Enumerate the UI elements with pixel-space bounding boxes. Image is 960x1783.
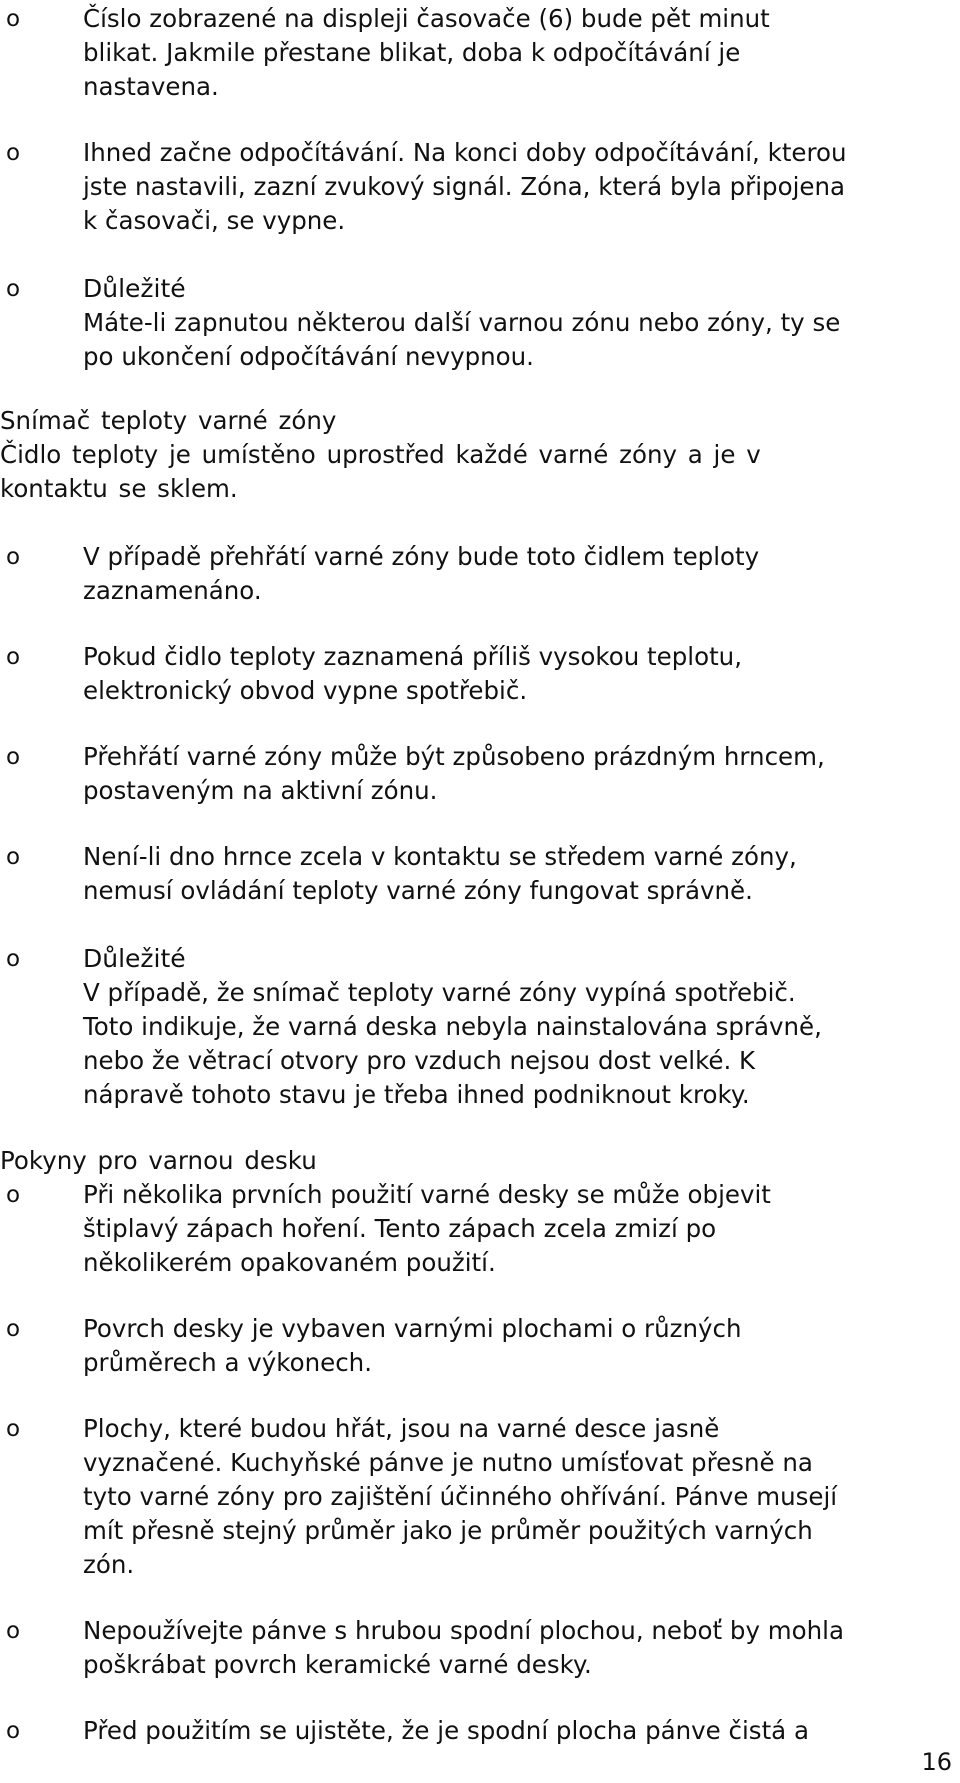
text-line: V případě přehřátí varné zóny bude toto čidlem teploty: [83, 542, 760, 571]
text-line: Při několika prvních použití varné desky se může objevit: [83, 1180, 771, 1209]
text-line: Přehřátí varné zóny může být způsobeno prázdným hrncem,: [83, 742, 825, 771]
text-line: nebo že větrací otvory pro vzduch nejsou dost velké. K: [83, 1046, 756, 1075]
bullet-text: [83, 740, 953, 808]
bullet-marker: o: [6, 140, 21, 166]
text-line: Čidlo teploty je umístěno uprostřed každé varné zóny a je v: [0, 440, 761, 469]
section-title: Pokyny pro varnou desku: [0, 1146, 317, 1175]
bullet-text: [83, 136, 953, 238]
text-line: mít přesně stejný průměr jako je průměr použitých varných: [83, 1516, 813, 1545]
important-label: Důležité: [83, 944, 186, 973]
text-line: nastavena.: [83, 72, 219, 101]
bullet-marker: o: [6, 844, 21, 870]
bullet-marker: o: [6, 1618, 21, 1644]
bullet-marker: o: [6, 544, 21, 570]
text-line: Máte-li zapnutou některou další varnou zónu nebo zóny, ty se: [83, 308, 841, 337]
text-line: Povrch desky je vybaven varnými plochami o různých: [83, 1314, 742, 1343]
bullet-marker: o: [6, 1182, 21, 1208]
text-line: zaznamenáno.: [83, 576, 262, 605]
text-line: V případě, že snímač teploty varné zóny vypíná spotřebič.: [83, 978, 796, 1007]
bullet-text: [83, 1412, 953, 1582]
bullet-marker: o: [6, 1316, 21, 1342]
bullet-marker: o: [6, 946, 21, 972]
bullet-marker: o: [6, 276, 21, 302]
text-line: po ukončení odpočítávání nevypnou.: [83, 342, 534, 371]
bullet-marker: o: [6, 644, 21, 670]
text-line: jste nastavili, zazní zvukový signál. Zóna, která byla připojena: [83, 172, 846, 201]
text-line: Není-li dno hrnce zcela v kontaktu se středem varné zóny,: [83, 842, 797, 871]
text-line: průměrech a výkonech.: [83, 1348, 372, 1377]
bullet-text: [83, 640, 953, 708]
text-line: postaveným na aktivní zónu.: [83, 776, 438, 805]
bullet-text: [83, 1178, 953, 1280]
text-line: Plochy, které budou hřát, jsou na varné desce jasně: [83, 1414, 720, 1443]
text-line: poškrábat povrch keramické varné desky.: [83, 1650, 592, 1679]
bullet-marker: o: [6, 1416, 21, 1442]
bullet-marker: o: [6, 1718, 21, 1744]
section-title: Snímač teploty varné zóny: [0, 406, 337, 435]
text-line: Ihned začne odpočítávání. Na konci doby odpočítávání, kterou: [83, 138, 847, 167]
bullet-text: [83, 2, 953, 104]
text-line: Nepoužívejte pánve s hrubou spodní plochou, neboť by mohla: [83, 1616, 844, 1645]
bullet-marker: o: [6, 6, 21, 32]
text-line: štiplavý zápach hoření. Tento zápach zcela zmizí po: [83, 1214, 717, 1243]
text-line: Toto indikuje, že varná deska nebyla nainstalována správně,: [83, 1012, 822, 1041]
bullet-text: [83, 272, 953, 374]
bullet-text: [83, 1714, 953, 1748]
text-line: k časovači, se vypne.: [83, 206, 346, 235]
bullet-text: [83, 942, 953, 1112]
text-line: nápravě tohoto stavu je třeba ihned podniknout kroky.: [83, 1080, 750, 1109]
text-line: několikerém opakovaném použití.: [83, 1248, 496, 1277]
text-line: nemusí ovládání teploty varné zóny fungovat správně.: [83, 876, 753, 905]
section-heading-hob-instructions: [0, 1144, 960, 1178]
bullet-text: [83, 1312, 953, 1380]
text-line: tyto varné zóny pro zajištění účinného ohřívání. Pánve musejí: [83, 1482, 838, 1511]
text-line: Číslo zobrazené na displeji časovače (6) bude pět minut: [83, 4, 770, 33]
text-line: zón.: [83, 1550, 135, 1579]
important-label: Důležité: [83, 274, 186, 303]
bullet-text: [83, 1614, 953, 1682]
bullet-text: [83, 840, 953, 908]
bullet-text: [83, 540, 953, 608]
section-heading-temperature-sensor: [0, 404, 960, 506]
bullet-marker: o: [6, 744, 21, 770]
text-line: kontaktu se sklem.: [0, 474, 238, 503]
text-line: Před použitím se ujistěte, že je spodní plocha pánve čistá a: [83, 1716, 809, 1745]
text-line: vyznačené. Kuchyňské pánve je nutno umísťovat přesně na: [83, 1448, 813, 1477]
text-line: blikat. Jakmile přestane blikat, doba k odpočítávání je: [83, 38, 741, 67]
text-line: Pokud čidlo teploty zaznamená příliš vysokou teplotu,: [83, 642, 742, 671]
text-line: elektronický obvod vypne spotřebič.: [83, 676, 528, 705]
page-number: 16: [921, 1748, 952, 1776]
